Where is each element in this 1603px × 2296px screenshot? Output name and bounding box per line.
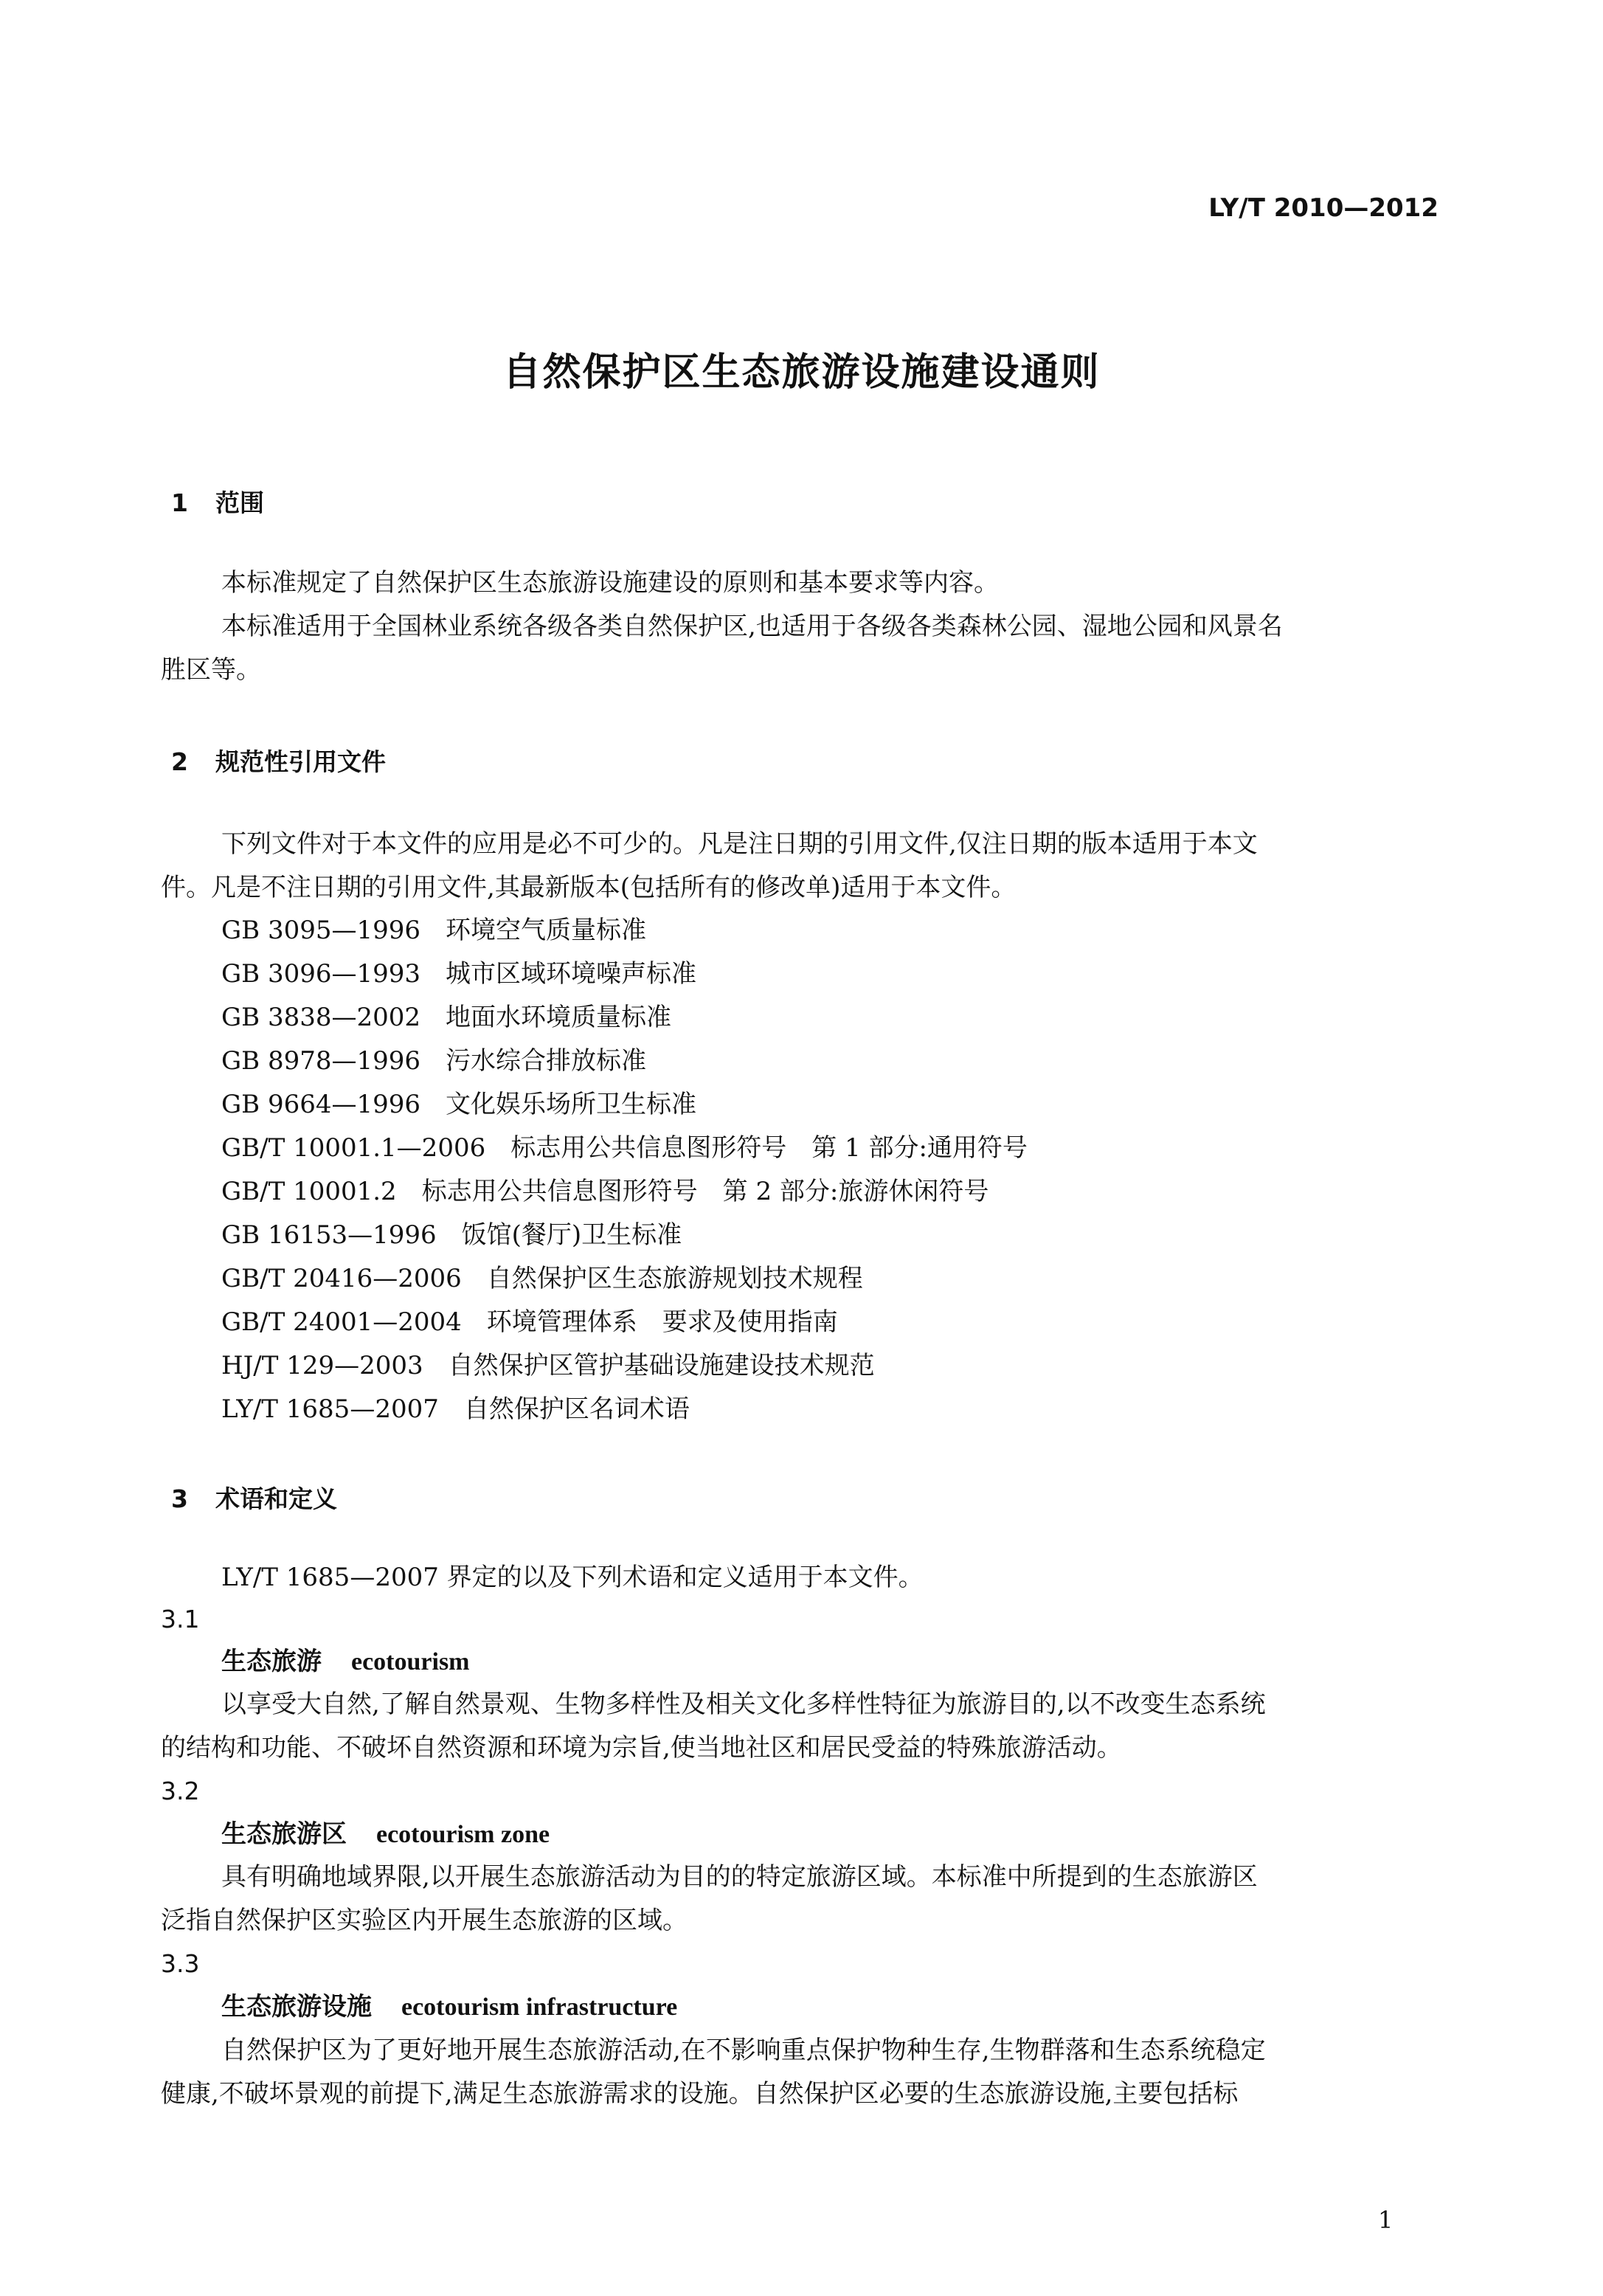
reference-item bbox=[221, 1351, 875, 1380]
term-definition: 自然保护区为了更好地开展生态旅游活动,在不影响重点保护物种生存,生物群落和生态系统稳定 bbox=[221, 2036, 1266, 2065]
section-1-heading bbox=[171, 484, 264, 519]
term-definition: 具有明确地域界限,以开展生态旅游活动为目的的特定旅游区域。本标准中所提到的生态旅游区 bbox=[221, 1862, 1258, 1892]
standard-number: LY/T 2010—2012 bbox=[1208, 193, 1438, 223]
page-number: 1 bbox=[1378, 2206, 1393, 2234]
reference-name: 环境管理体系 要求及使用指南 bbox=[486, 1307, 838, 1337]
section-title: 范围 bbox=[215, 488, 264, 517]
paragraph: 本标准适用于全国林业系统各级各类自然保护区,也适用于各级各类森林公园、湿地公园和风景名 bbox=[221, 612, 1283, 641]
document-title: 自然保护区生态旅游设施建设通则 bbox=[502, 350, 1101, 395]
reference-name: 饭馆(餐厅)卫生标准 bbox=[461, 1220, 682, 1250]
reference-code: GB 3096—1993 bbox=[221, 959, 421, 989]
reference-name: 自然保护区生态旅游规划技术规程 bbox=[486, 1264, 863, 1293]
section-3-heading bbox=[171, 1480, 337, 1515]
reference-code: HJ/T 129—2003 bbox=[221, 1351, 423, 1380]
reference-name: 自然保护区名词术语 bbox=[463, 1394, 690, 1424]
reference-name: 标志用公共信息图形符号 第 1 部分:通用符号 bbox=[510, 1133, 1028, 1163]
reference-item bbox=[221, 1220, 682, 1250]
term-definition-continuation: 健康,不破坏景观的前提下,满足生态旅游需求的设施。自然保护区必要的生态旅游设施,主要包括标 bbox=[161, 2079, 1239, 2109]
reference-code: GB 3838—2002 bbox=[221, 1003, 421, 1032]
reference-name: 污水综合排放标准 bbox=[446, 1046, 647, 1076]
term-en: ecotourism infrastructure bbox=[401, 1994, 678, 2021]
reference-item bbox=[221, 1177, 989, 1206]
term-definition-continuation: 的结构和功能、不破坏自然资源和环境为宗旨,使当地社区和居民受益的特殊旅游活动。 bbox=[161, 1733, 1122, 1763]
term-number: 3.2 bbox=[161, 1777, 200, 1805]
reference-item bbox=[221, 1133, 1028, 1163]
reference-code: GB/T 20416—2006 bbox=[221, 1264, 462, 1293]
paragraph: 本标准规定了自然保护区生态旅游设施建设的原则和基本要求等内容。 bbox=[221, 568, 999, 598]
reference-name: 文化娱乐场所卫生标准 bbox=[446, 1090, 697, 1119]
reference-code: GB/T 10001.1—2006 bbox=[221, 1133, 486, 1163]
term-heading bbox=[221, 1819, 550, 1850]
section-title: 术语和定义 bbox=[215, 1484, 337, 1513]
reference-item bbox=[221, 1307, 838, 1337]
reference-item bbox=[221, 1046, 646, 1076]
reference-name: 自然保护区管护基础设施建设技术规范 bbox=[448, 1351, 875, 1380]
section-number: 2 bbox=[171, 747, 188, 776]
term-zh: 生态旅游设施 bbox=[221, 1992, 372, 2022]
term-zh: 生态旅游区 bbox=[221, 1819, 347, 1849]
reference-code: GB 3095—1996 bbox=[221, 916, 421, 945]
term-heading bbox=[221, 1992, 677, 2022]
reference-code: GB/T 10001.2 bbox=[221, 1177, 397, 1206]
reference-code: GB/T 24001—2004 bbox=[221, 1307, 462, 1337]
reference-code: LY/T 1685—2007 bbox=[221, 1394, 439, 1424]
reference-name: 标志用公共信息图形符号 第 2 部分:旅游休闲符号 bbox=[421, 1177, 989, 1206]
reference-name: 地面水环境质量标准 bbox=[446, 1003, 672, 1032]
section-2-heading bbox=[171, 743, 386, 778]
term-definition: 以享受大自然,了解自然景观、生物多样性及相关文化多样性特征为旅游目的,以不改变生态系统 bbox=[221, 1690, 1266, 1719]
term-zh: 生态旅游 bbox=[221, 1647, 322, 1676]
section-number: 3 bbox=[171, 1484, 188, 1513]
reference-name: 城市区域环境噪声标准 bbox=[446, 959, 697, 989]
term-number: 3.1 bbox=[161, 1605, 200, 1633]
reference-item bbox=[221, 1394, 690, 1424]
section-number: 1 bbox=[171, 488, 188, 517]
reference-item bbox=[221, 916, 646, 945]
reference-item bbox=[221, 959, 696, 989]
term-heading bbox=[221, 1647, 470, 1677]
paragraph: 下列文件对于本文件的应用是必不可少的。凡是注日期的引用文件,仅注日期的版本适用于本文 bbox=[221, 829, 1258, 859]
reference-item bbox=[221, 1090, 696, 1119]
term-definition-continuation: 泛指自然保护区实验区内开展生态旅游的区域。 bbox=[161, 1906, 688, 1935]
paragraph-continuation: 件。凡是不注日期的引用文件,其最新版本(包括所有的修改单)适用于本文件。 bbox=[161, 873, 1017, 902]
paragraph-continuation: 胜区等。 bbox=[161, 655, 261, 685]
reference-code: GB 8978—1996 bbox=[221, 1046, 421, 1076]
reference-code: GB 9664—1996 bbox=[221, 1090, 421, 1119]
term-number: 3.3 bbox=[161, 1949, 200, 1978]
reference-name: 环境空气质量标准 bbox=[446, 916, 647, 945]
reference-item bbox=[221, 1003, 671, 1032]
term-en: ecotourism zone bbox=[376, 1821, 550, 1848]
section-title: 规范性引用文件 bbox=[215, 747, 386, 776]
paragraph: LY/T 1685—2007 界定的以及下列术语和定义适用于本文件。 bbox=[221, 1563, 924, 1592]
reference-code: GB 16153—1996 bbox=[221, 1220, 437, 1250]
reference-item bbox=[221, 1264, 863, 1293]
term-en: ecotourism bbox=[351, 1648, 470, 1676]
